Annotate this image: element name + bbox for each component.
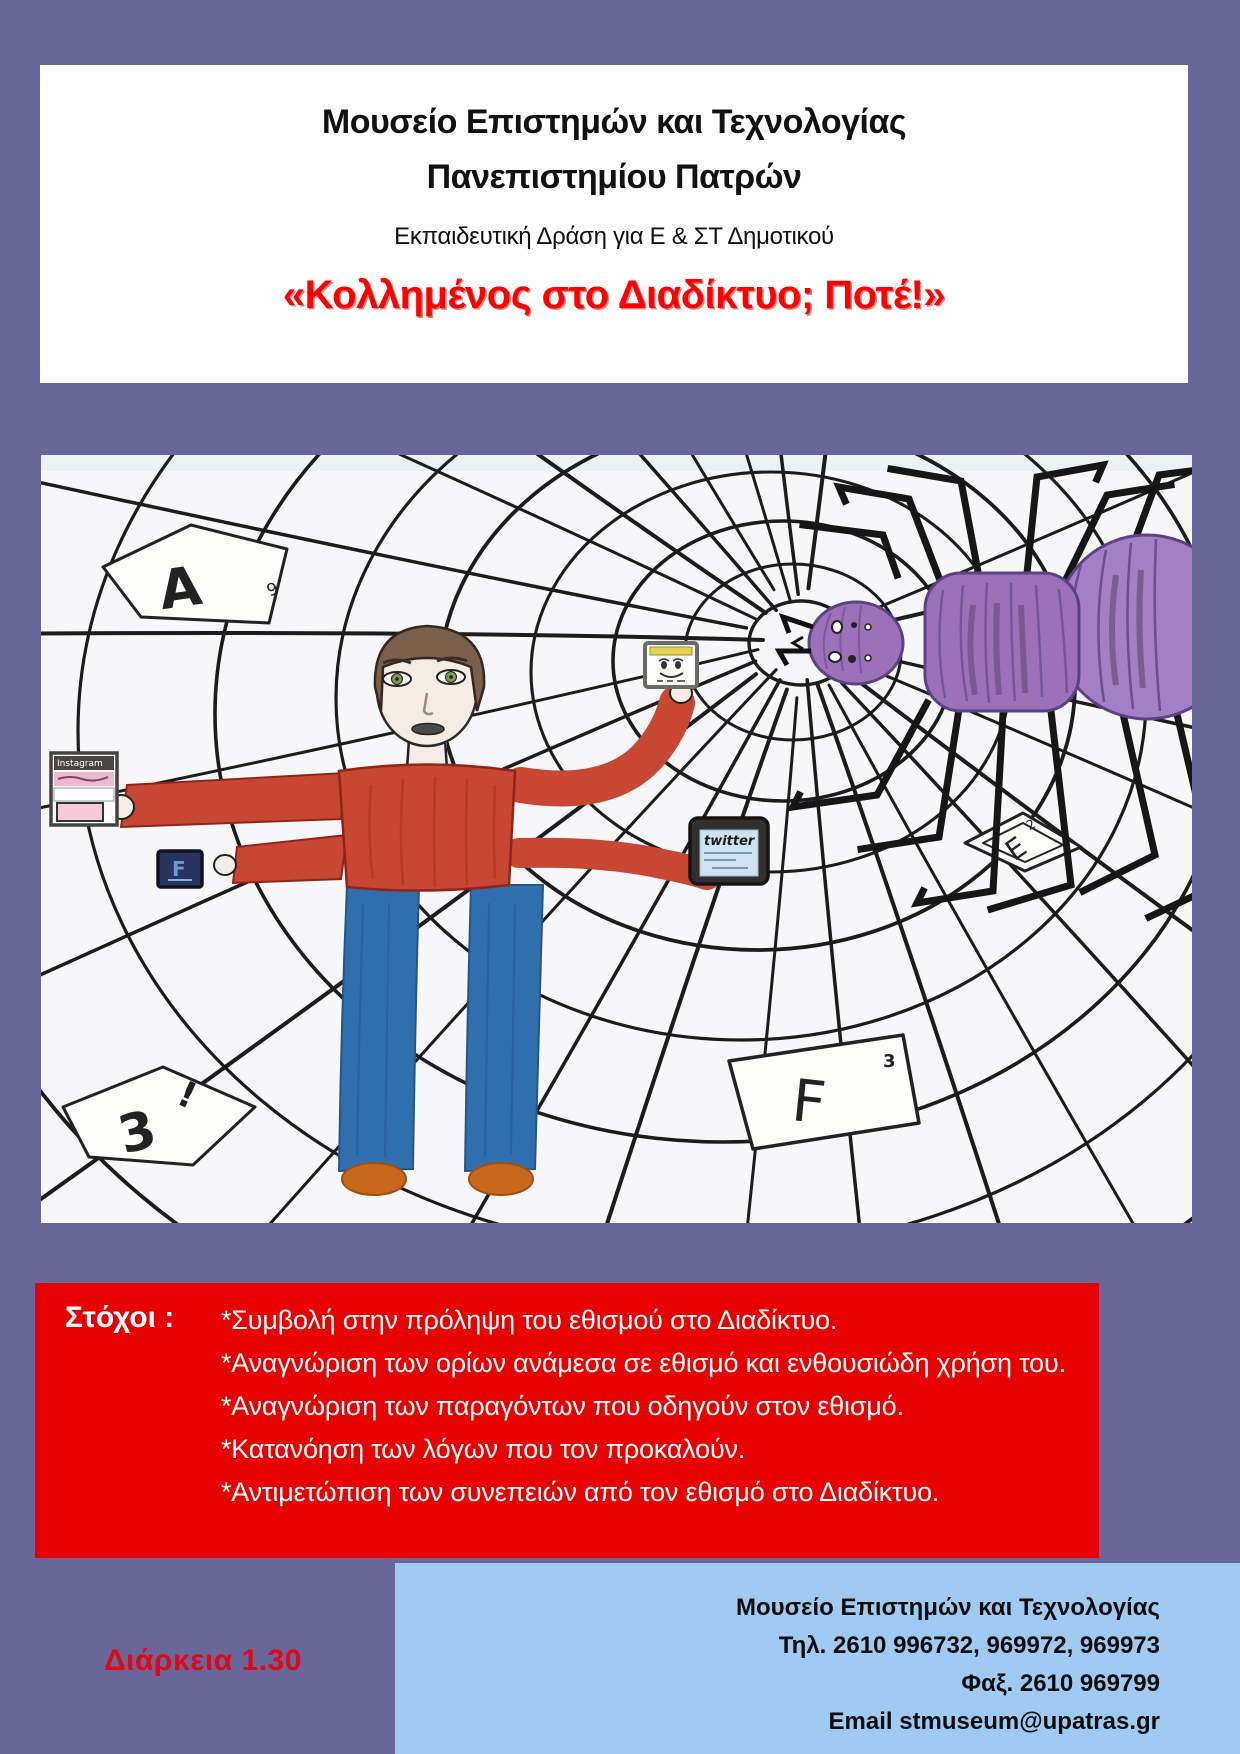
university-name: Πανεπιστημίου Πατρών — [426, 158, 802, 196]
phone-label: Instagram — [57, 759, 103, 769]
goal-item: *Αναγνώριση των παραγόντων που οδηγούν στον εθισμό. — [221, 1391, 904, 1421]
museum-name: Μουσείο Επιστημών και Τεχνολογίας — [321, 103, 907, 141]
scan-band — [41, 455, 1192, 471]
left-shoe — [342, 1163, 406, 1195]
contact-panel — [395, 1563, 1240, 1754]
facebook-device — [158, 851, 202, 887]
note-e-letter: E — [999, 830, 1033, 868]
goal-item: *Συμβολή στην πρόληψη του εθισμού στο Διαδίκτυο. — [221, 1305, 838, 1335]
goal-item: *Αναγνώριση των ορίων ανάμεσα σε εθισμό και ενθουσιώδη χρήση του. — [221, 1348, 1066, 1378]
goal-item: *Αντιμετώπιση των συνεπειών από τον εθισμό στο Διαδίκτυο. — [221, 1477, 940, 1507]
contact-tel: Τηλ. 2610 996732, 969972, 969973 — [778, 1632, 1160, 1659]
right-leg — [465, 885, 543, 1171]
mouth — [412, 724, 444, 735]
facebook-letter: F — [172, 857, 186, 881]
goal-item: *Κατανόηση των λόγων που τον προκαλούν. — [221, 1434, 746, 1464]
tablet-label: twitter — [704, 834, 755, 849]
sweater-torso — [339, 765, 515, 891]
left-lower-hand — [214, 855, 236, 875]
phone-device — [51, 753, 117, 825]
goals-heading: Στόχοι : — [65, 1301, 175, 1334]
activity-subtitle: Εκπαιδευτική Δράση για Ε & ΣΤ Δημοτικού — [394, 223, 834, 250]
twitter-tablet — [690, 818, 768, 884]
note-e-sup: 2 — [1024, 816, 1039, 834]
illustration-panel — [41, 455, 1192, 1223]
right-shoe — [469, 1163, 533, 1195]
contact-fax: Φαξ. 2610 969799 — [961, 1670, 1160, 1697]
spider-thorax — [925, 573, 1079, 711]
note-f-letter: F — [788, 1066, 830, 1138]
note-f-sup: 3 — [883, 1051, 896, 1072]
goals-panel — [35, 1283, 1099, 1558]
poster-title: «Κολλημένος στο Διαδίκτυο; Ποτέ!» — [282, 273, 946, 317]
duration-label: Διάρκεια 1.30 — [104, 1644, 302, 1677]
left-leg — [339, 885, 419, 1171]
note-a-corner: 9 — [264, 578, 282, 602]
web-drawing — [41, 455, 1192, 1223]
goals-list — [221, 1299, 1066, 1514]
header-card — [40, 65, 1188, 383]
smiley-device — [645, 643, 697, 687]
note-three-bang: ! — [171, 1073, 203, 1118]
note-three-digit: 3 — [112, 1099, 163, 1167]
contact-org: Μουσείο Επιστημών και Τεχνολογίας — [736, 1594, 1160, 1621]
contact-email: Email stmuseum@upatras.gr — [828, 1708, 1160, 1735]
note-a-letter: A — [155, 553, 206, 623]
